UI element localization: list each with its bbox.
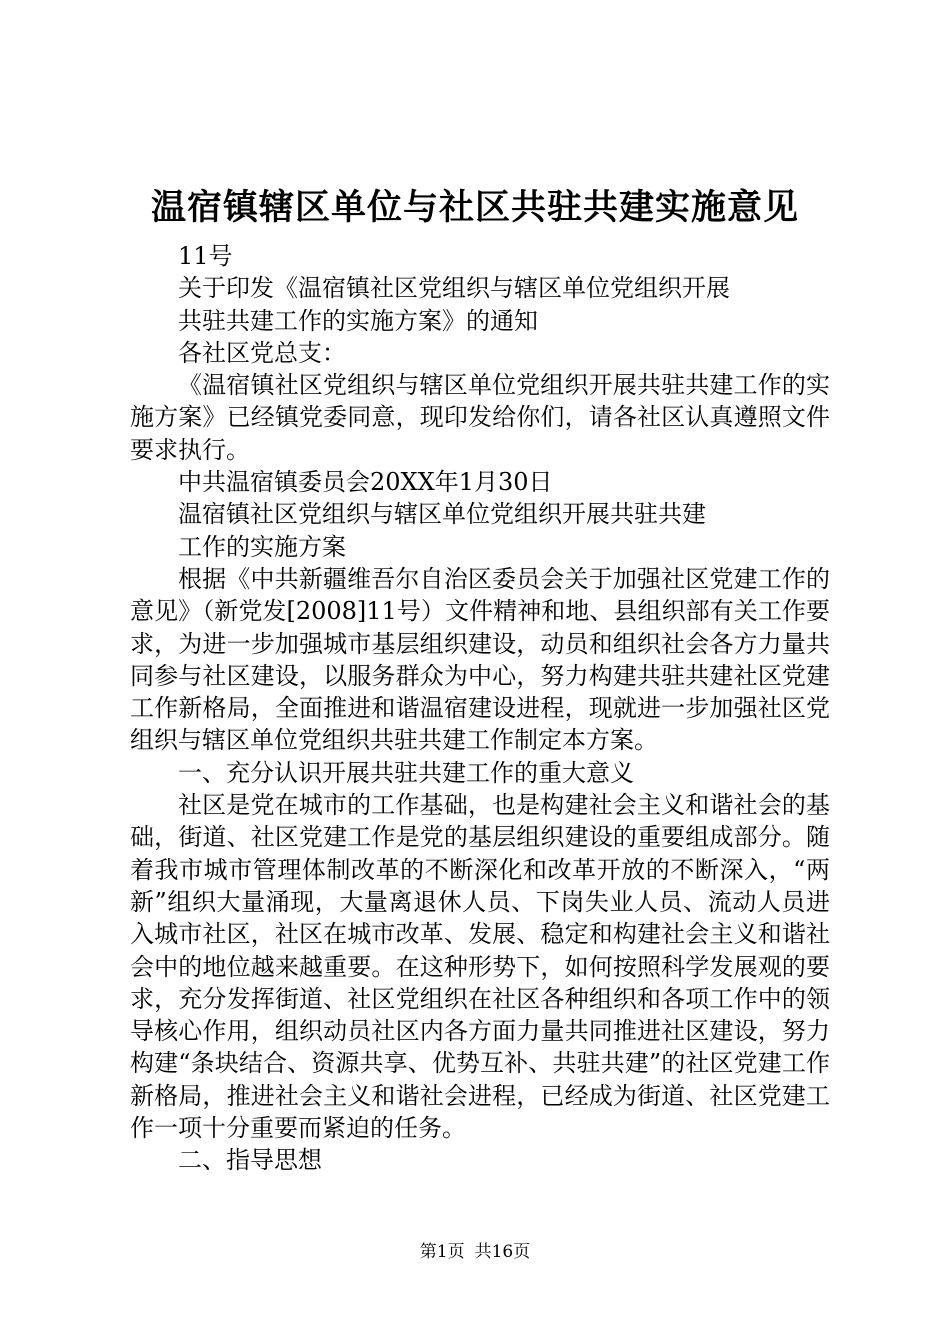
page-number: 第1页	[419, 1242, 465, 1262]
document-body	[130, 240, 830, 1177]
paragraph: 各社区党总支：	[178, 338, 346, 367]
paragraph: 根据《中共新疆维吾尔自治区委员会关于加强社区党建工作的意见》（新党发[2008]11号）文件精神和地、县组织部有关工作要求，为进一步加强城市基层组织建设，动员和组织社会各方力量共同参与社区建设，以服务群众为中心，努力构建共驻共建社区党建工作新格局，全面推进和谐温宿建设进程，现就进一步加强社区党组织与辖区单位党组织共驻共建工作制定本方案。	[130, 564, 830, 755]
paragraph: 温宿镇社区党组织与辖区单位党组织开展共驻共建	[178, 500, 706, 529]
section-heading: 二、指导思想	[178, 1146, 322, 1175]
paragraph: 《温宿镇社区党组织与辖区单位党组织开展共驻共建工作的实施方案》已经镇党委同意，现印发给你们，请各社区认真遵照文件要求执行。	[130, 371, 830, 464]
paragraph: 工作的实施方案	[178, 532, 346, 561]
paragraph: 共驻共建工作的实施方案》的通知	[178, 306, 538, 335]
paragraph: 社区是党在城市的工作基础，也是构建社会主义和谐社会的基础，街道、社区党建工作是党的基层组织建设的重要组成部分。随着我市城市管理体制改革的不断深化和改革开放的不断深入，“两新”组织大量涌现，大量离退休人员、下岗失业人员、流动人员进入城市社区，社区在城市改革、发展、稳定和构建社会主义和谐社会中的地位越来越重要。在这种形势下，如何按照科学发展观的要求，充分发挥街道、社区党组织在社区各种组织和各项工作中的领导核心作用，组织动员社区内各方面力量共同推进社区建设，努力构建“条块结合、资源共享、优势互补、共驻共建”的社区党建工作新格局，推进社会主义和谐社会进程，已经成为街道、社区党建工作一项十分重要而紧迫的任务。	[130, 791, 830, 1143]
page-footer	[0, 1240, 950, 1264]
paragraph: 关于印发《温宿镇社区党组织与辖区单位党组织开展	[178, 274, 730, 303]
paragraph: 中共温宿镇委员会20XX年1月30日	[178, 468, 553, 497]
document-title: 温宿镇辖区单位与社区共驻共建实施意见	[150, 187, 799, 228]
paragraph: 11号	[178, 242, 233, 270]
page-total: 共16页	[474, 1242, 531, 1262]
section-heading: 一、充分认识开展共驻共建工作的重大意义	[178, 758, 634, 787]
